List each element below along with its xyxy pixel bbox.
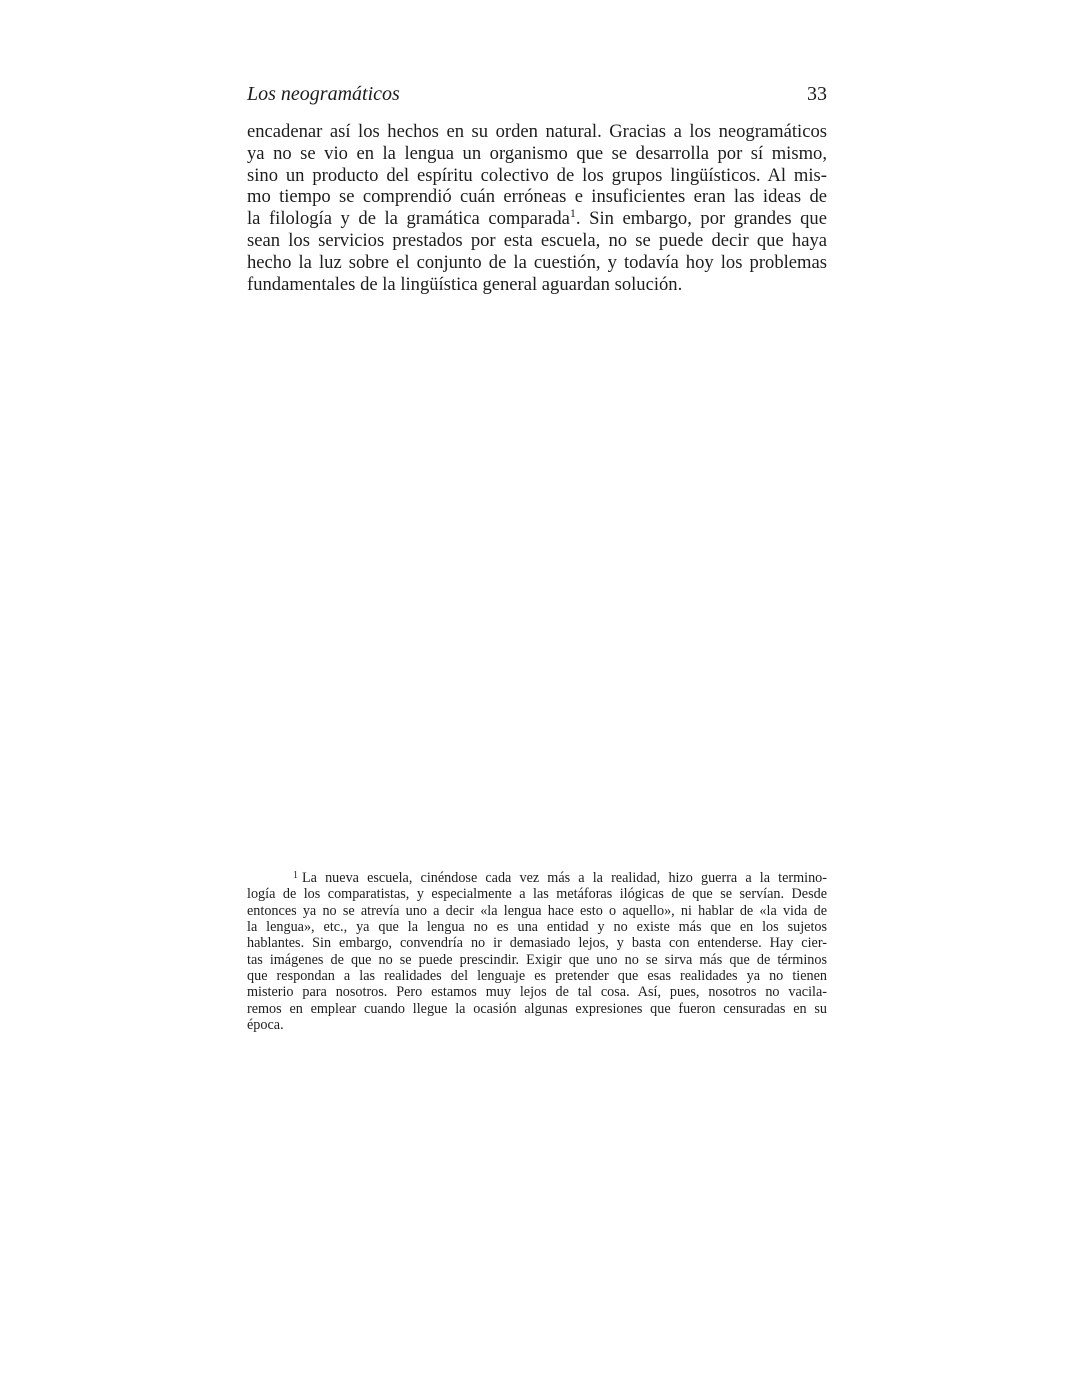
text-line: encadenar así los hechos en su orden natural. Gracias a los neogramáticos xyxy=(247,121,827,142)
body-paragraph xyxy=(247,121,827,295)
text-line: sino un producto del espíritu colectivo de los grupos lingüísticos. Al mis- xyxy=(247,164,827,186)
page-number: 33 xyxy=(807,83,827,105)
text-line-with-footnote-ref xyxy=(247,208,827,230)
footnote-line: época. xyxy=(247,1017,284,1034)
chapter-title: Los neogramáticos xyxy=(247,83,400,105)
text-line: mo tiempo se comprendió cuán erróneas e insuficientes eran las ideas de xyxy=(247,186,827,208)
footnote-text-segment: La nueva escuela, cinéndose cada vez más a la realidad, hizo guerra a la termino- xyxy=(302,870,827,886)
footnote-line: tas imágenes de que no se puede prescindir. Exigir que uno no se sirva más que de términos xyxy=(247,951,827,968)
footnote-line: hablantes. Sin embargo, convendría no ir demasiado lejos, y basta con entenderse. Hay cier- xyxy=(247,935,827,952)
footnote-line: logía de los comparatistas, y especialmente a las metáforas ilógicas de que se servían. Desde xyxy=(247,886,827,903)
page-header xyxy=(247,82,827,106)
footnote-line: entonces ya no se atrevía uno a decir «la lengua hace esto o aquello», ni hablar de «la vida de xyxy=(247,902,827,919)
text-segment: . Sin embargo, por grandes que xyxy=(575,208,827,230)
footnote-first-line xyxy=(247,870,827,886)
text-line: ya no se vio en la lengua un organismo que se desarrolla por sí mismo, xyxy=(247,142,827,164)
text-line: hecho la luz sobre el conjunto de la cuestión, y todavía hoy los problemas xyxy=(247,251,827,273)
footnote-reference: 1 xyxy=(569,206,576,221)
text-segment: la filología y de la gramática comparada xyxy=(247,208,570,230)
text-line: fundamentales de la lingüística general aguardan solución. xyxy=(247,273,683,295)
footnote-line: que respondan a las realidades del lenguaje es pretender que esas realidades ya no tienen xyxy=(247,968,827,985)
footnote xyxy=(247,870,827,1033)
text-line: sean los servicios prestados por esta escuela, no se puede decir que haya xyxy=(247,229,827,251)
footnote-line: la lengua», etc., ya que la lengua no es una entidad y no existe más que en los sujetos xyxy=(247,919,827,936)
footnote-line: misterio para nosotros. Pero estamos muy lejos de tal cosa. Así, pues, nosotros no vacila- xyxy=(247,984,827,1001)
footnote-marker: 1 xyxy=(293,870,298,881)
footnote-line: remos en emplear cuando llegue la ocasión algunas expresiones que fueron censuradas en su xyxy=(247,1000,827,1017)
